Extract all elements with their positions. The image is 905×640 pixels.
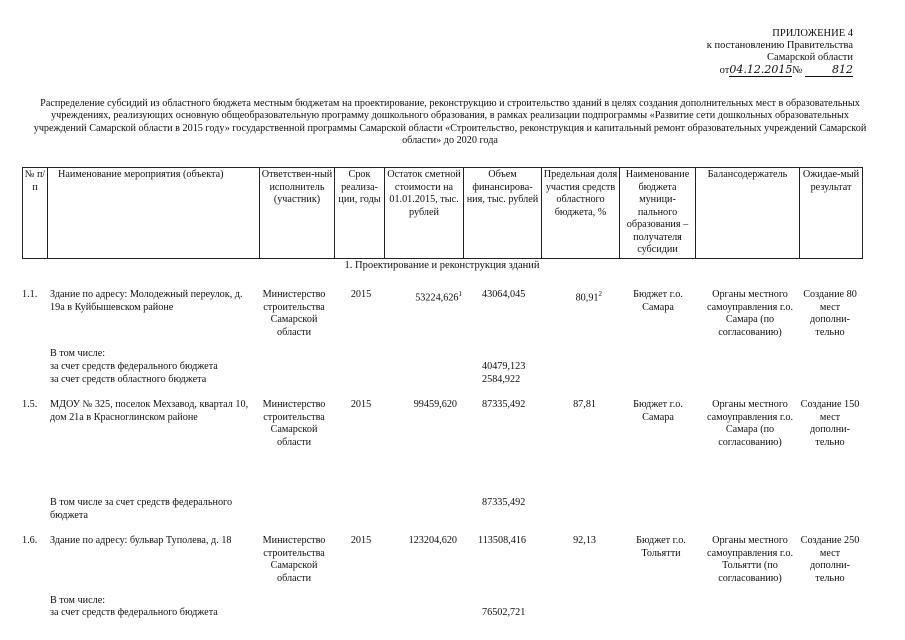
federal-budget-value: 87335,492 bbox=[482, 497, 526, 508]
row-remaining bbox=[385, 288, 462, 305]
col-number: № п/п bbox=[23, 168, 48, 259]
number-label: № bbox=[792, 65, 803, 76]
row-remaining-value: 53224,626 bbox=[415, 292, 459, 304]
document-title: Распределение субсидий из областного бюджета местным бюджетам на проектирование, реконструкцию и строительство зданий в целях создания дополнительных мест в образовательных учреждениях, реализующих основную общеобразовательную программу дошкольного образования, в рамках реализации подпрограммы «Развитие сети дошкольных образовательных учреждений Самарской области в 2015 году» государственной программы Самарской области «Строительство, реконструкция и капитальный ремонт образовательных учреждений Самарской области» до 2020 года bbox=[33, 98, 867, 147]
row-budget: Бюджет г.о. Самара bbox=[633, 289, 683, 313]
col-term: Срок реализа-ции, годы bbox=[335, 168, 385, 259]
row-remaining: 99459,620 bbox=[413, 399, 457, 410]
appendix-header bbox=[633, 28, 853, 77]
row-executor: Министерство строительства Самарской области bbox=[262, 399, 326, 448]
col-share: Предельная доля участия средств областного бюджета, % bbox=[542, 168, 620, 259]
footnote-1: 1 bbox=[458, 290, 462, 298]
regional-budget-value: 2584,922 bbox=[482, 374, 521, 385]
row-executor: Министерство строительства Самарской области bbox=[262, 535, 326, 584]
resolution-date: 04.12.2015 bbox=[729, 63, 793, 76]
row-share-value: 80,91 bbox=[575, 292, 599, 304]
row-remaining: 123204,620 bbox=[408, 535, 457, 546]
col-holder: Балансодержатель bbox=[696, 168, 800, 259]
federal-budget-label: за счет средств федерального бюджета bbox=[50, 607, 218, 618]
row-number: 1.5. bbox=[22, 399, 38, 410]
row-result: Создание 150 мест дополни-тельно bbox=[800, 399, 860, 448]
row-share: 92,13 bbox=[573, 535, 596, 546]
including-label: В том числе: bbox=[50, 595, 106, 606]
col-executor: Ответствен-ный исполнитель (участник) bbox=[260, 168, 335, 259]
from-label: от bbox=[719, 65, 730, 76]
including-label: В том числе: bbox=[50, 348, 106, 359]
footnote-2: 2 bbox=[598, 290, 602, 298]
resolution-date-line bbox=[633, 64, 853, 77]
row-name: МДОУ № 325, поселок Мехзавод, квартал 10, дом 21а в Красноглинском районе bbox=[50, 399, 249, 423]
federal-budget-label: за счет средств федерального бюджета bbox=[50, 361, 218, 372]
regional-budget-label: за счет средств областного бюджета bbox=[50, 374, 207, 385]
row-term: 2015 bbox=[350, 399, 372, 410]
row-result: Создание 250 мест дополни-тельно bbox=[800, 535, 860, 584]
col-budget: Наименование бюджета муници-пального образования – получателя субсидии bbox=[620, 168, 696, 259]
row-number: 1.6. bbox=[22, 535, 38, 546]
row-budget: Бюджет г.о. Тольятти bbox=[636, 535, 686, 559]
appendix-label: ПРИЛОЖЕНИЕ 4 bbox=[772, 28, 853, 39]
row-term: 2015 bbox=[350, 535, 372, 546]
row-volume: 113508,416 bbox=[478, 535, 527, 546]
section-title: 1. Проектирование и реконструкция зданий bbox=[344, 260, 540, 271]
row-volume: 43064,045 bbox=[482, 289, 526, 300]
row-executor: Министерство строительства Самарской области bbox=[262, 289, 326, 338]
row-name: Здание по адресу: Молодежный переулок, д. 19а в Куйбышевском районе bbox=[50, 289, 243, 313]
federal-budget-value: 76502,721 bbox=[482, 607, 526, 618]
col-name: Наименование мероприятия (объекта) bbox=[48, 168, 260, 259]
col-result: Ожидае-мый результат bbox=[800, 168, 863, 259]
row-term: 2015 bbox=[350, 289, 372, 300]
resolution-number: 812 bbox=[805, 64, 853, 77]
federal-budget-value: 40479,123 bbox=[482, 361, 526, 372]
row-holder: Органы местного самоуправления г.о. Самара (по согласованию) bbox=[706, 289, 794, 338]
row-result: Создание 80 мест дополни-тельно bbox=[803, 289, 857, 338]
col-remaining-cost: Остаток сметной стоимости на 01.01.2015, тыс. рублей bbox=[385, 168, 464, 259]
table-header bbox=[22, 167, 863, 259]
row-number: 1.1. bbox=[22, 289, 38, 300]
col-volume: Объем финансирова-ния, тыс. рублей bbox=[464, 168, 542, 259]
row-holder: Органы местного самоуправления г.о. Самара (по согласованию) bbox=[706, 399, 794, 448]
row-holder: Органы местного самоуправления г.о. Тольятти (по согласованию) bbox=[706, 535, 794, 584]
row-share: 87,81 bbox=[573, 399, 596, 410]
row-name: Здание по адресу: бульвар Туполева, д. 18 bbox=[50, 535, 232, 546]
row-share bbox=[540, 288, 602, 305]
row-volume: 87335,492 bbox=[482, 399, 526, 410]
resolution-label: к постановлению Правительства bbox=[706, 40, 853, 51]
row-budget: Бюджет г.о. Самара bbox=[633, 399, 683, 423]
region-label: Самарской области bbox=[767, 52, 853, 63]
including-federal-label: В том числе за счет средств федерального бюджета bbox=[50, 497, 233, 521]
